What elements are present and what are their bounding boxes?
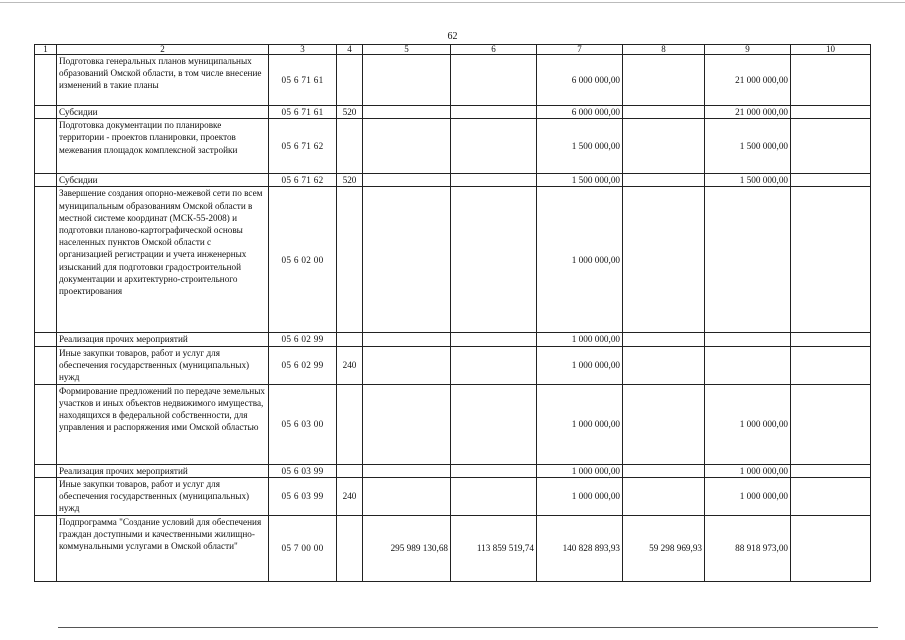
table-row [35,55,871,106]
amount-col5 [363,333,451,346]
header-cell: 3 [269,45,337,55]
amount-col10 [791,119,871,174]
budget-code: 05 6 71 62 [269,174,337,187]
amount-col10 [791,333,871,346]
item-name: Подготовка документации по планировке территории - проектов планировки, проектов межевания площадок комплексной застройки [57,119,269,174]
amount-col9: 21 000 000,00 [705,55,791,106]
amount-col9: 1 500 000,00 [705,174,791,187]
amount-col6 [451,119,537,174]
header-cell: 10 [791,45,871,55]
amount-col5 [363,464,451,477]
amount-col6 [451,55,537,106]
expense-type [337,464,363,477]
amount-col8 [623,106,705,119]
amount-col9: 1 000 000,00 [705,477,791,515]
amount-col7: 1 000 000,00 [537,464,623,477]
table-header-row [35,45,871,55]
expense-type [337,515,363,581]
amount-col8 [623,174,705,187]
amount-col7: 1 000 000,00 [537,346,623,384]
amount-col8 [623,187,705,333]
amount-col9: 21 000 000,00 [705,106,791,119]
amount-col6 [451,464,537,477]
row-index-cell [35,346,57,384]
header-cell: 1 [35,45,57,55]
amount-col5: 295 989 130,68 [363,515,451,581]
header-cell: 2 [57,45,269,55]
amount-col8 [623,333,705,346]
amount-col8 [623,464,705,477]
page-top-edge [0,2,905,3]
item-name: Реализация прочих мероприятий [57,333,269,346]
amount-col6 [451,106,537,119]
header-cell: 4 [337,45,363,55]
amount-col9 [705,346,791,384]
amount-col10 [791,464,871,477]
amount-col7: 1 500 000,00 [537,119,623,174]
amount-col7: 1 000 000,00 [537,477,623,515]
amount-col5 [363,346,451,384]
expense-type: 240 [337,346,363,384]
amount-col7: 6 000 000,00 [537,106,623,119]
budget-code: 05 6 03 99 [269,477,337,515]
amount-col9: 1 000 000,00 [705,384,791,464]
amount-col6: 113 859 519,74 [451,515,537,581]
item-name: Субсидии [57,106,269,119]
table-row [35,106,871,119]
item-name: Субсидии [57,174,269,187]
header-cell: 7 [537,45,623,55]
table-row [35,477,871,515]
row-index-cell [35,515,57,581]
amount-col5 [363,55,451,106]
row-index-cell [35,477,57,515]
item-name: Формирование предложений по передаче земельных участков и иных объектов недвижимого имущества, находящихся в федеральной собственности, для управления и распоряжения ими Омской областью [57,384,269,464]
amount-col10 [791,174,871,187]
table-row [35,515,871,581]
item-name: Подпрограмма "Создание условий для обеспечения граждан доступными и качественными жилищно-коммунальными услугами в Омской области" [57,515,269,581]
amount-col7: 1 000 000,00 [537,384,623,464]
bottom-rule [58,627,878,628]
amount-col6 [451,477,537,515]
amount-col10 [791,477,871,515]
amount-col9: 1 500 000,00 [705,119,791,174]
amount-col6 [451,346,537,384]
amount-col6 [451,333,537,346]
item-name: Реализация прочих мероприятий [57,464,269,477]
budget-code: 05 6 02 00 [269,187,337,333]
amount-col9 [705,333,791,346]
amount-col10 [791,187,871,333]
budget-code: 05 6 71 62 [269,119,337,174]
table-row [35,187,871,333]
expense-type [337,187,363,333]
expense-type: 520 [337,106,363,119]
amount-col5 [363,106,451,119]
expense-type [337,333,363,346]
row-index-cell [35,464,57,477]
expense-type: 240 [337,477,363,515]
header-cell: 6 [451,45,537,55]
amount-col5 [363,384,451,464]
row-index-cell [35,187,57,333]
budget-code: 05 6 71 61 [269,106,337,119]
table-row [35,464,871,477]
row-index-cell [35,55,57,106]
amount-col10 [791,346,871,384]
amount-col7: 1 500 000,00 [537,174,623,187]
amount-col7: 140 828 893,93 [537,515,623,581]
amount-col6 [451,187,537,333]
expense-type: 520 [337,174,363,187]
amount-col8 [623,346,705,384]
table-row [35,384,871,464]
amount-col10 [791,515,871,581]
expense-type [337,55,363,106]
budget-code: 05 6 71 61 [269,55,337,106]
item-name: Подготовка генеральных планов муниципальных образований Омской области, в том числе внесение изменений в такие планы [57,55,269,106]
row-index-cell [35,384,57,464]
amount-col5 [363,119,451,174]
amount-col6 [451,384,537,464]
row-index-cell [35,174,57,187]
amount-col7: 1 000 000,00 [537,187,623,333]
expense-type [337,384,363,464]
row-index-cell [35,106,57,119]
budget-code: 05 6 03 99 [269,464,337,477]
amount-col9: 1 000 000,00 [705,464,791,477]
amount-col8 [623,384,705,464]
budget-code: 05 6 03 00 [269,384,337,464]
amount-col10 [791,55,871,106]
table-row [35,333,871,346]
amount-col8 [623,55,705,106]
amount-col9: 88 918 973,00 [705,515,791,581]
header-cell: 9 [705,45,791,55]
page-number: 62 [447,31,458,42]
item-name: Иные закупки товаров, работ и услуг для обеспечения государственных (муниципальных) нужд [57,477,269,515]
header-cell: 5 [363,45,451,55]
amount-col9 [705,187,791,333]
amount-col10 [791,384,871,464]
item-name: Завершение создания опорно-межевой сети по всем муниципальным образованиям Омской области в местной системе координат (МСК-55-2008) и подготовки планово-картографической основы населенных пунктов Омской области с организацией регистрации и учета инженерных изысканий для подготовки градостроительной документации и архитектурно-строительного проектирования [57,187,269,333]
amount-col10 [791,106,871,119]
budget-code: 05 7 00 00 [269,515,337,581]
budget-code: 05 6 02 99 [269,346,337,384]
table-row [35,119,871,174]
row-index-cell [35,119,57,174]
amount-col8: 59 298 969,93 [623,515,705,581]
header-cell: 8 [623,45,705,55]
amount-col5 [363,187,451,333]
amount-col5 [363,477,451,515]
amount-col7: 6 000 000,00 [537,55,623,106]
budget-code: 05 6 02 99 [269,333,337,346]
budget-table [34,44,871,582]
amount-col8 [623,119,705,174]
table-row [35,346,871,384]
amount-col5 [363,174,451,187]
amount-col8 [623,477,705,515]
item-name: Иные закупки товаров, работ и услуг для обеспечения государственных (муниципальных) нужд [57,346,269,384]
expense-type [337,119,363,174]
row-index-cell [35,333,57,346]
table-row [35,174,871,187]
amount-col7: 1 000 000,00 [537,333,623,346]
amount-col6 [451,174,537,187]
